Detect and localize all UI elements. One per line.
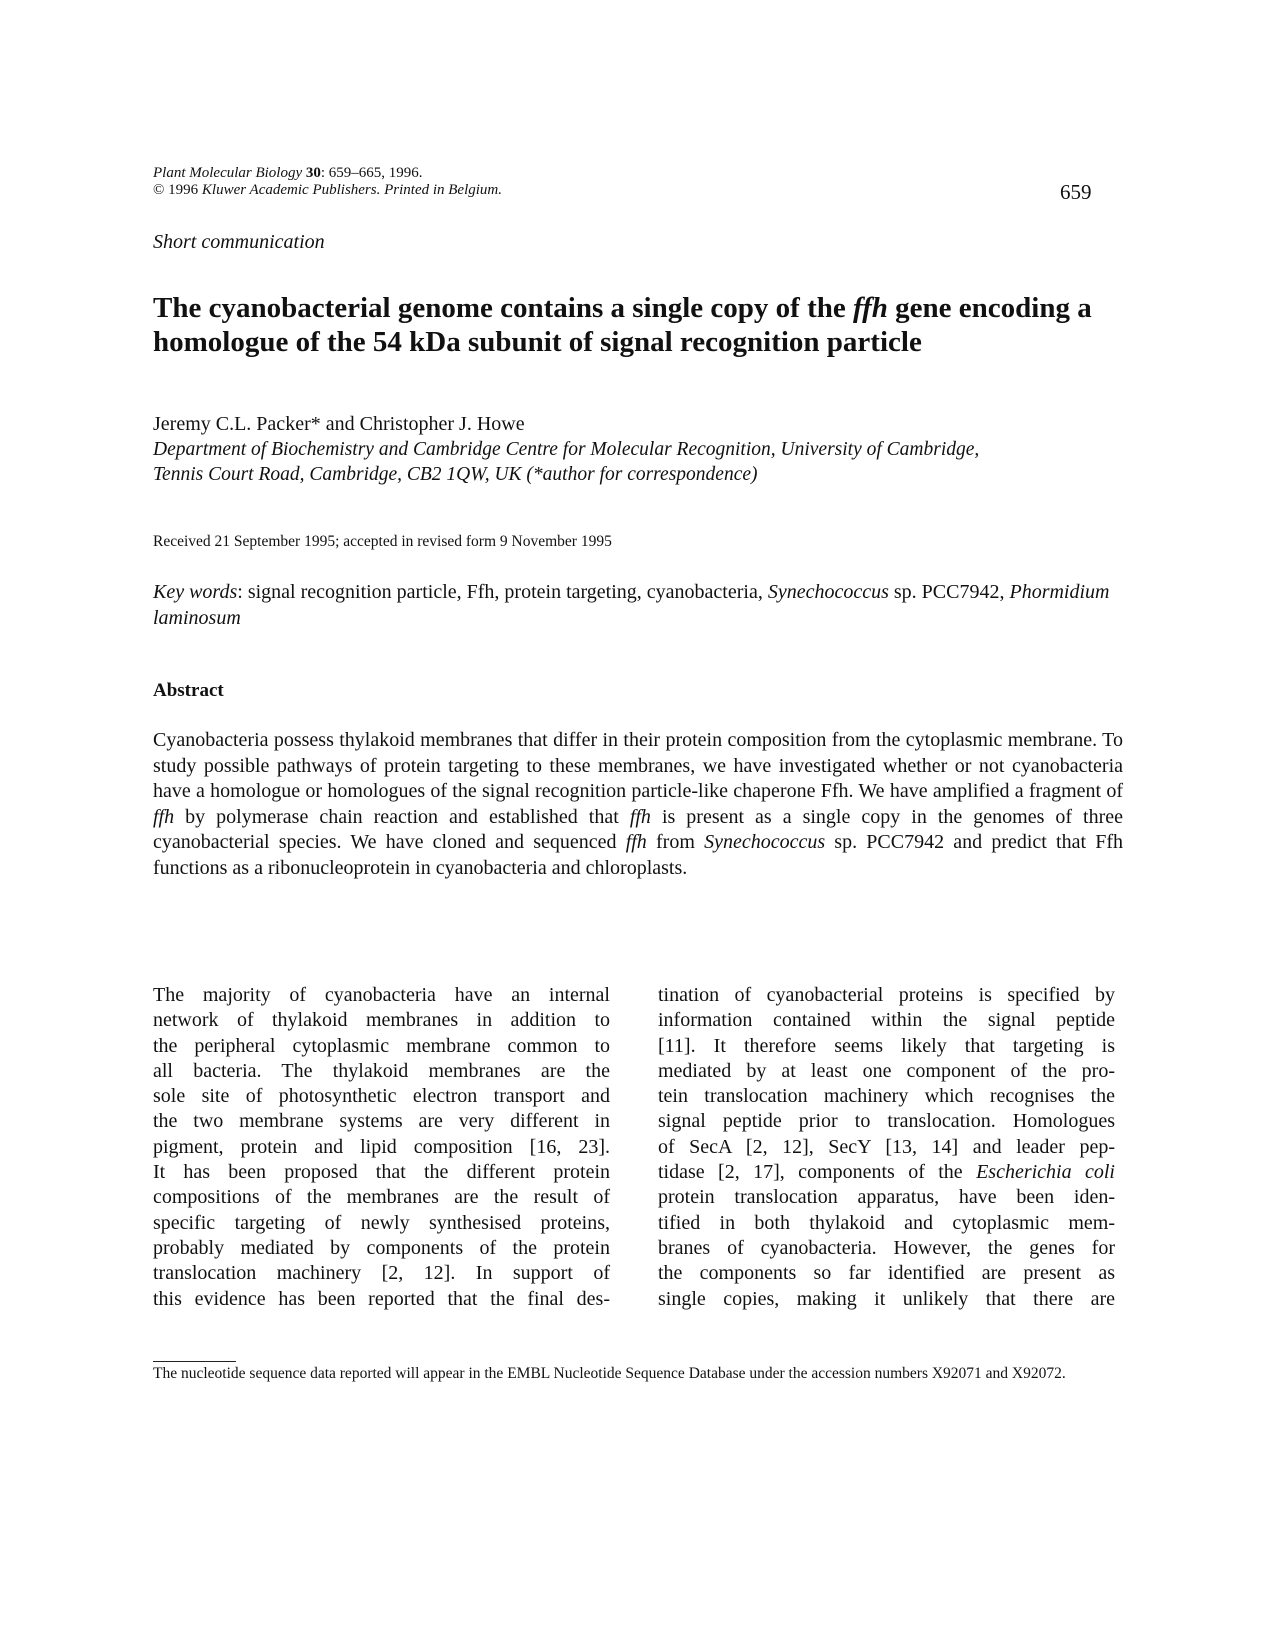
- text-line: network of thylakoid membranes in addition to: [153, 1009, 610, 1032]
- copyright-prefix: © 1996: [153, 182, 202, 198]
- text-line: The majority of cyanobacteria have an internal: [153, 984, 610, 1006]
- species-name: Escherichia coli: [976, 1161, 1115, 1184]
- text-line: tein translocation machinery which recognises the: [658, 1085, 1115, 1108]
- abstract-seg: is present as a single copy in the genomes of three cyanobacterial species. We have cloned and sequenced: [153, 805, 1123, 853]
- affiliation-line-2: Tennis Court Road, Cambridge, CB2 1QW, UK (*author for correspondence): [153, 464, 758, 485]
- article-title: [153, 291, 1133, 359]
- volume: 30: [305, 165, 321, 181]
- text-line: pigment, protein and lipid composition [16, 23].: [153, 1135, 610, 1158]
- text-line: sole site of photosynthetic electron transport and: [153, 1085, 610, 1108]
- journal-name: Plant Molecular Biology: [153, 165, 303, 181]
- pages: : 659–665, 1996.: [320, 165, 423, 181]
- text-line: probably mediated by components of the protein: [153, 1236, 610, 1259]
- abstract-seg: by polymerase chain reaction and established that: [174, 805, 630, 828]
- keywords-species-2: Phormidium laminosum: [153, 581, 1110, 629]
- text-line: all bacteria. The thylakoid membranes are the: [153, 1059, 610, 1082]
- text-line: information contained within the signal peptide: [658, 1009, 1115, 1032]
- title-gene: ffh: [852, 292, 888, 324]
- footnote-rule: [153, 1361, 236, 1362]
- text-line: the two membrane systems are very different in: [153, 1110, 610, 1133]
- abstract-gene: ffh: [153, 805, 175, 828]
- text-line: the peripheral cytoplasmic membrane common to: [153, 1034, 610, 1057]
- keywords-label: Key words: [153, 581, 238, 603]
- title-part-2: gene encoding a homologue of the 54 kDa subunit of signal recognition particle: [153, 292, 1092, 358]
- page-number: 659: [1060, 180, 1092, 204]
- keywords: [153, 579, 1113, 631]
- body-column-right: [658, 983, 1115, 1312]
- footnote: The nucleotide sequence data reported will appear in the EMBL Nucleotide Sequence Database under the accession numbers X92071 and X92072.: [153, 1365, 1066, 1382]
- abstract-text: [153, 728, 1123, 881]
- abstract-gene: ffh: [629, 805, 651, 828]
- keywords-species-1: Synechococcus: [767, 581, 889, 603]
- text-line: signal peptide prior to translocation. Homologues: [658, 1110, 1115, 1133]
- section-label: Short communication: [153, 231, 325, 253]
- text-line: mediated by at least one component of the pro-: [658, 1059, 1115, 1082]
- text-line: It has been proposed that the different protein: [153, 1161, 610, 1184]
- body-column-left: [153, 983, 610, 1312]
- text-line: protein translocation apparatus, have been iden-: [658, 1186, 1115, 1209]
- text-line: translocation machinery [2, 12]. In support of: [153, 1262, 610, 1285]
- abstract-seg: Cyanobacteria possess thylakoid membranes that differ in their protein composition from the cytoplasmic membrane. To study possible pathways of protein targeting to these membranes, we have investigated whether or not cyanobacteria have a homologue or homologues of the signal recognition particle-like chaperone Ffh. We have amplified a fragment of: [153, 729, 1123, 802]
- abstract-species: Synechococcus: [704, 831, 826, 853]
- text-line: this evidence has been reported that the final des-: [153, 1287, 610, 1310]
- affiliation-line-1: Department of Biochemistry and Cambridge Centre for Molecular Recognition, University of Cambridge,: [153, 439, 980, 460]
- text-line: [11]. It therefore seems likely that targeting is: [658, 1034, 1115, 1057]
- text-line: compositions of the membranes are the result of: [153, 1186, 610, 1209]
- text-line: of SecA [2, 12], SecY [13, 14] and leader pep-: [658, 1135, 1115, 1158]
- text-line: the components so far identified are present as: [658, 1262, 1115, 1285]
- text-line: tified in both thylakoid and cytoplasmic mem-: [658, 1211, 1115, 1234]
- copyright-line: [153, 182, 502, 199]
- keywords-text-2: sp. PCC7942,: [888, 581, 1010, 603]
- text-line: tination of cyanobacterial proteins is specified by: [658, 984, 1115, 1006]
- received-dates: Received 21 September 1995; accepted in revised form 9 November 1995: [153, 533, 612, 550]
- text-line: single copies, making it unlikely that there are: [658, 1287, 1115, 1310]
- author-list: Jeremy C.L. Packer* and Christopher J. Howe: [153, 413, 525, 435]
- text-line: branes of cyanobacteria. However, the genes for: [658, 1236, 1115, 1259]
- citation-line: [153, 165, 502, 182]
- affiliation: [153, 437, 1133, 487]
- text-segment: tidase [2, 17], components of the: [658, 1161, 977, 1184]
- abstract-seg: sp. PCC7942 and predict that Ffh functions as a ribonucleoprotein in cyanobacteria and chloroplasts.: [153, 831, 1123, 879]
- journal-header: [153, 165, 502, 199]
- text-line: [658, 1160, 1115, 1185]
- keywords-text-1: : signal recognition particle, Ffh, protein targeting, cyanobacteria,: [237, 581, 768, 603]
- title-part-1: The cyanobacterial genome contains a single copy of the: [153, 292, 853, 324]
- abstract-heading: Abstract: [153, 680, 224, 701]
- text-line: specific targeting of newly synthesised proteins,: [153, 1211, 610, 1234]
- publisher: Kluwer Academic Publishers. Printed in Belgium.: [201, 182, 503, 198]
- abstract-gene: ffh: [625, 831, 647, 853]
- abstract-seg: from: [646, 831, 705, 853]
